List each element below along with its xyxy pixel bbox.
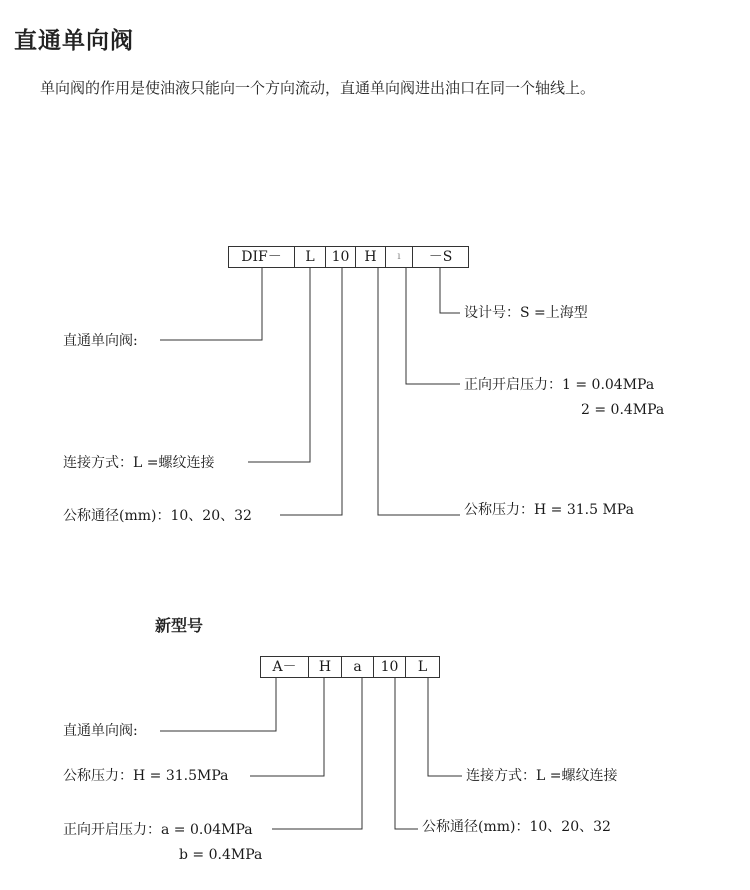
new-code-segment-pressure: H <box>309 657 342 677</box>
new-label-bore: 公称通径(mm)：10、20、32 <box>422 819 611 835</box>
code-segment-bore: 10 <box>326 247 356 267</box>
label-cracking-pressure-2: 2 = 0.4MPa <box>581 402 665 418</box>
label-connection: 连接方式：L =螺纹连接 <box>63 455 215 471</box>
new-label-cracking-pressure-b: b = 0.4MPa <box>179 847 263 863</box>
new-leader-valve-type <box>160 677 276 731</box>
new-leader-cracking-pressure <box>272 677 362 829</box>
label-cracking-pressure-1: 正向开启压力：1 = 0.04MPa <box>464 377 655 393</box>
code-segment-connection: L <box>295 247 326 267</box>
new-leader-nominal-pressure <box>250 677 324 776</box>
new-label-connection: 连接方式：L =螺纹连接 <box>466 768 618 784</box>
new-label-nominal-pressure: 公称压力：H = 31.5MPa <box>63 768 229 784</box>
code-segment-prefix: DIF－ <box>229 247 295 267</box>
code-segment-cracking: ı <box>386 247 413 267</box>
intro-paragraph: 单向阀的作用是使油液只能向一个方向流动，直通单向阀进出油口在同一个轴线上。 <box>40 79 596 97</box>
new-leader-bore <box>395 677 418 829</box>
new-code-segment-cracking: a <box>342 657 374 677</box>
new-model-heading: 新型号 <box>155 616 204 635</box>
code-segment-design: －S <box>428 249 453 265</box>
new-label-cracking-pressure-a: 正向开启压力：a = 0.04MPa <box>63 822 253 838</box>
label-valve-type: 直通单向阀: <box>63 333 138 349</box>
label-nominal-pressure: 公称压力：H = 31.5 MPa <box>464 502 634 518</box>
label-bore: 公称通径(mm)：10、20、32 <box>63 508 252 524</box>
new-code-segment-connection: L <box>417 659 428 675</box>
new-code-segment-prefix: A－ <box>261 657 309 677</box>
new-leader-connection <box>428 677 462 776</box>
new-code-segment-bore: 10 <box>374 657 406 677</box>
code-segment-pressure: H <box>356 247 386 267</box>
label-design-no: 设计号：S =上海型 <box>464 305 588 321</box>
new-label-valve-type: 直通单向阀: <box>63 723 138 739</box>
page-title: 直通单向阀 <box>14 28 134 54</box>
